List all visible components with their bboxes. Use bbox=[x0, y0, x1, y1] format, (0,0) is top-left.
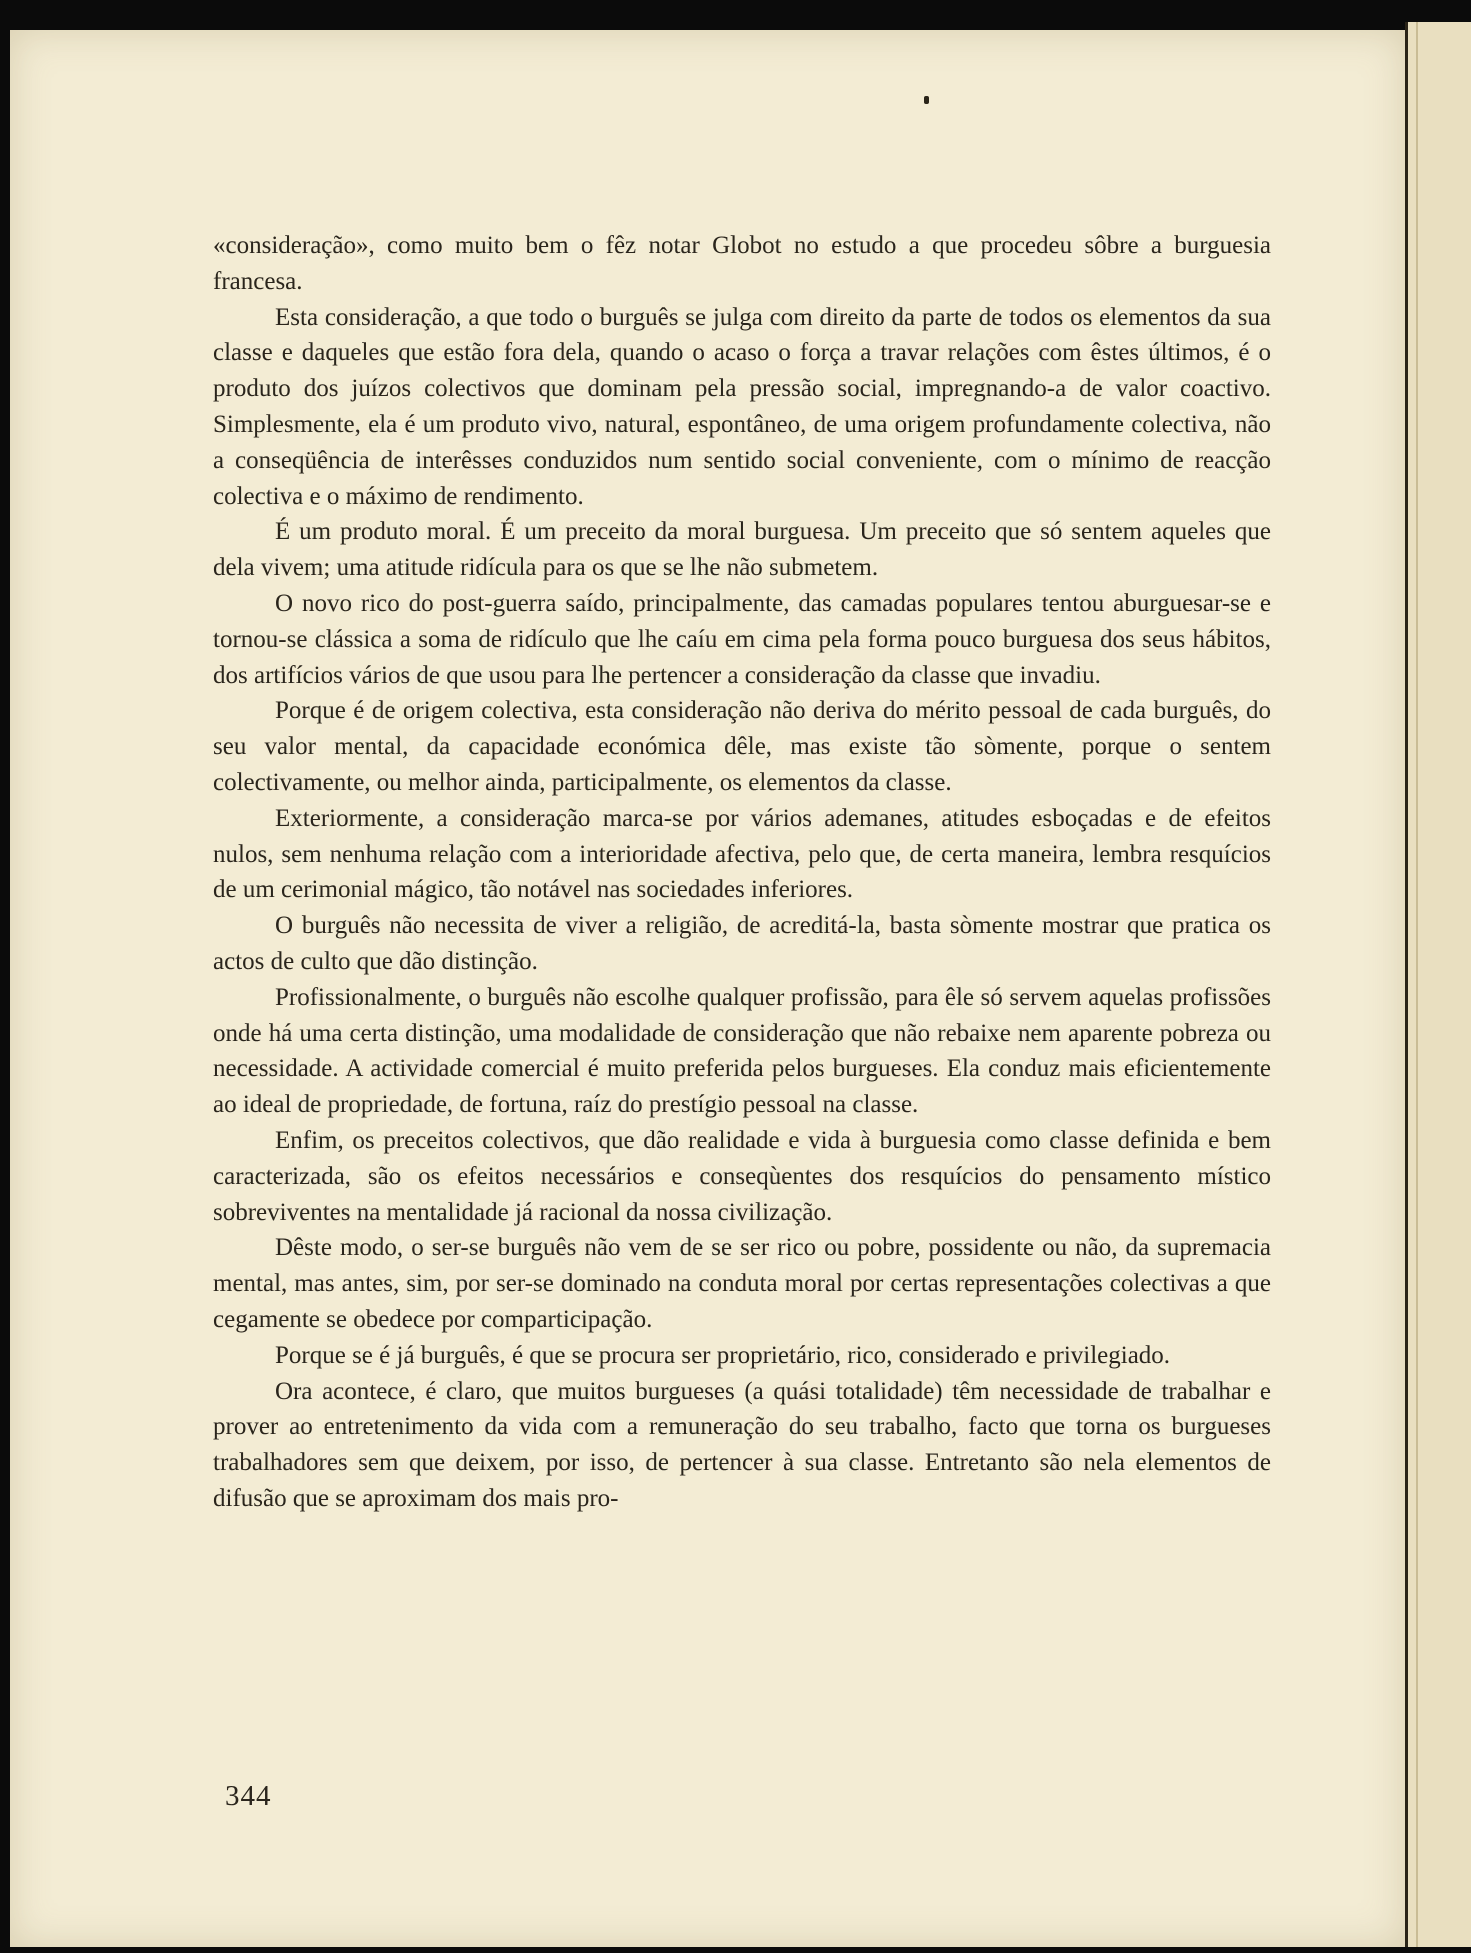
ink-speck bbox=[924, 96, 929, 104]
paragraph: Porque se é já burguês, é que se procura ser proprietário, rico, considerado e privilegiado. bbox=[275, 1341, 1171, 1369]
page-number: 344 bbox=[225, 1780, 272, 1812]
paragraph: Enfim, os preceitos colectivos, que dão realidade e vida à burguesia como classe definida e bem caracterizada, são os efeitos necessários e conseqùentes dos resquícios do pensamento místico sobreviventes na mentalidade já racional da nossa civilização. bbox=[213, 1126, 1271, 1226]
paragraph: «consideração», como muito bem o fêz notar Globot no estudo a que procedeu sôbre a burguesia francesa. bbox=[213, 232, 1271, 295]
adjacent-page-edge bbox=[1405, 22, 1471, 1947]
page-edge-line bbox=[1416, 22, 1418, 1947]
page-sheet bbox=[10, 30, 1405, 1947]
paragraph: Dêste modo, o ser-se burguês não vem de se ser rico ou pobre, possidente ou não, da supremacia mental, mas antes, sim, por ser-se dominado na conduta moral por certas representações colectivas a que cegamente se obedece por comparticipação. bbox=[213, 1234, 1271, 1333]
paragraph: Profissionalmente, o burguês não escolhe qualquer profissão, para êle só servem aquelas profissões onde há uma certa distinção, uma modalidade de consideração que não rebaixe nem aparente pobreza ou necessidade. A actividade comercial é muito preferida pelos burgueses. Ela conduz mais eficientemente ao ideal de propriedade, de fortuna, raíz do prestígio pessoal na classe. bbox=[213, 983, 1271, 1119]
body-text bbox=[213, 228, 1271, 1517]
paragraph: Ora acontece, é claro, que muitos burgueses (a quási totalidade) têm necessidade de trabalhar e prover ao entretenimento da vida com a remuneração do seu trabalho, facto que torna os burgueses trabalhadores sem que deixem, por isso, de pertencer à sua classe. Entretanto são nela elementos de difusão que se aproximam dos mais pro- bbox=[213, 1377, 1271, 1512]
paragraph: O burguês não necessita de viver a religião, de acreditá-la, basta sòmente mostrar que pratica os actos de culto que dão distinção. bbox=[213, 912, 1271, 975]
paragraph: É um produto moral. É um preceito da moral burguesa. Um preceito que só sentem aqueles que dela vivem; uma atitude ridícula para os que se lhe não submetem. bbox=[213, 518, 1271, 582]
paragraph: Porque é de origem colectiva, esta consideração não deriva do mérito pessoal de cada burguês, do seu valor mental, da capacidade económica dêle, mas existe tão sòmente, porque o sentem colectivamente, ou melhor ainda, participalmente, os elementos da classe. bbox=[213, 697, 1271, 796]
paragraph: Exteriormente, a consideração marca-se por vários ademanes, atitudes esboçadas e de efeitos nulos, sem nenhuma relação com a interioridade afectiva, pelo que, de certa maneira, lembra resquícios de um cerimonial mágico, tão notável nas sociedades inferiores. bbox=[213, 804, 1271, 904]
paragraph: O novo rico do post-guerra saído, principalmente, das camadas populares tentou aburguesar-se e tornou-se clássica a soma de ridículo que lhe caíu em cima pela forma pouco burguesa dos seus hábitos, dos artifícios vários de que usou para lhe pertencer a consideração da classe que invadiu. bbox=[213, 589, 1271, 689]
paragraph: Esta consideração, a que todo o burguês se julga com direito da parte de todos os elementos da sua classe e daqueles que estão fora dela, quando o acaso o força a travar relações com êstes últimos, é o produto dos juízos colectivos que dominam pela pressão social, impregnando-a de valor coactivo. Simplesmente, ela é um produto vivo, natural, espontâneo, de uma origem profundamente colectiva, não a conseqüência de interêsses conduzidos num sentido social conveniente, com o mínimo de reacção colectiva e o máximo de rendimento. bbox=[213, 303, 1271, 510]
